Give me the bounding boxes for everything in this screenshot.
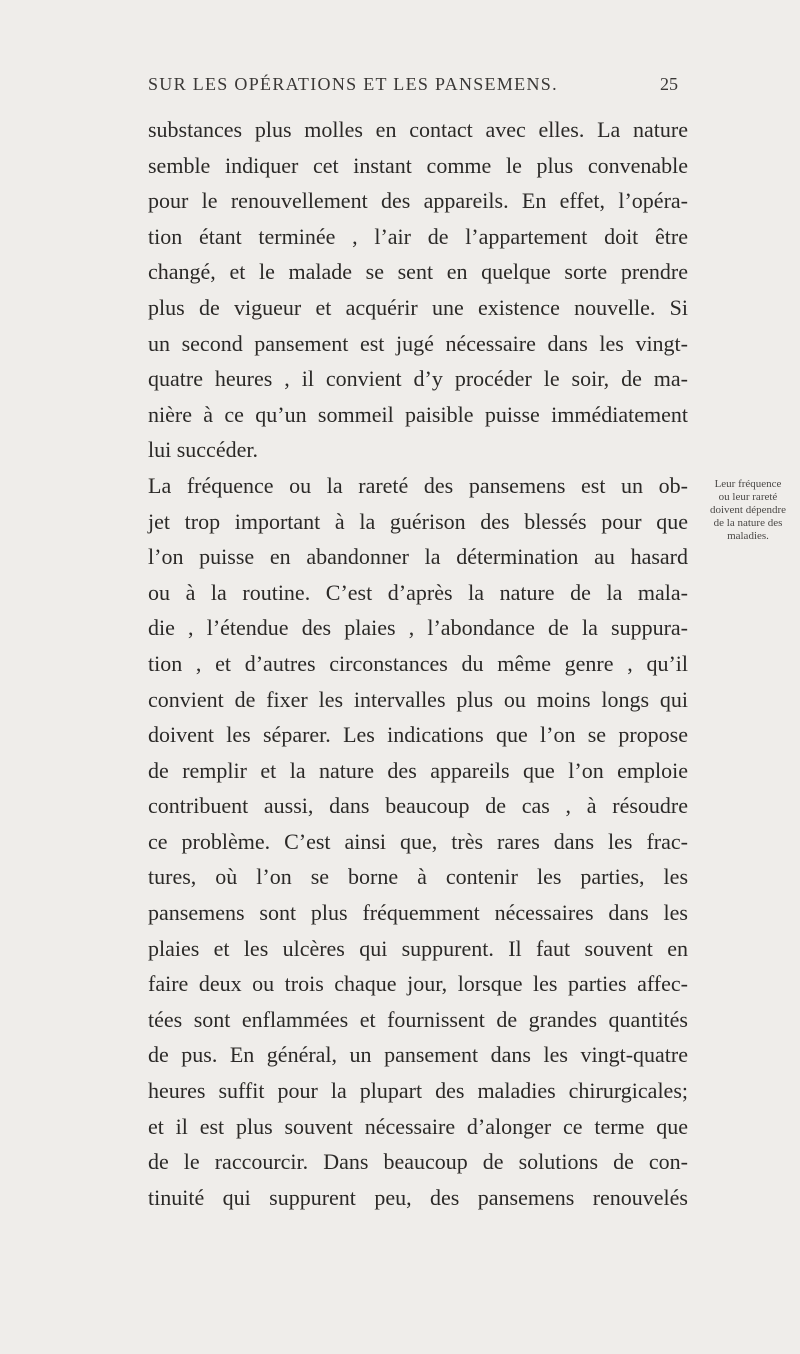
text-line: pansemens sont plus fréquemment nécessaires dans les (148, 900, 688, 926)
text-line: ou à la routine. C’est d’après la nature de la mala- (148, 579, 688, 605)
margin-note-line: maladies. (727, 530, 769, 542)
running-title: SUR LES OPÉRATIONS ET LES PANSEMENS. (148, 74, 558, 94)
text-line: changé, et le malade se sent en quelque sorte prendre (148, 259, 688, 285)
text-line: semble indiquer cet instant comme le plus convenable (148, 152, 688, 178)
text-line: die , l’étendue des plaies , l’abondance de la suppura- (148, 615, 688, 641)
text-line: tures, où l’on se borne à contenir les parties, les (148, 864, 688, 890)
paragraph-start-line: La fréquence ou la rareté des pansemens est un ob- (148, 472, 688, 498)
body-text (148, 112, 688, 1215)
text-line: pour le renouvellement des appareils. En effet, l’opéra- (148, 188, 688, 214)
text-line: nière à ce qu’un sommeil paisible puisse immédiatement (148, 401, 688, 427)
text-line: contribuent aussi, dans beaucoup de cas , à résoudre (148, 793, 688, 819)
margin-note-line: Leur fréquence (714, 478, 782, 490)
text-line: tion , et d’autres circonstances du même genre , qu’il (148, 650, 688, 676)
text-line: doivent les séparer. Les indications que l’on se propose (148, 722, 688, 748)
margin-note-line: ou leur rareté (718, 491, 778, 503)
text-line: plaies et les ulcères qui suppurent. Il faut souvent en (148, 935, 688, 961)
text-line: l’on puisse en abandonner la détermination au hasard (148, 544, 688, 570)
text-line: de le raccourcir. Dans beaucoup de solutions de con- (148, 1149, 688, 1175)
paragraph-end-line: lui succéder. (148, 437, 258, 463)
text-line: de pus. En général, un pansement dans les vingt-quatre (148, 1042, 688, 1068)
running-head (148, 74, 678, 104)
text-line: et il est plus souvent nécessaire d’alonger ce terme que (148, 1113, 688, 1139)
text-line: tion étant terminée , l’air de l’appartement doit être (148, 223, 688, 249)
text-line: faire deux ou trois chaque jour, lorsque les parties affec- (148, 971, 688, 997)
text-line: substances plus molles en contact avec elles. La nature (148, 117, 688, 142)
margin-note (700, 478, 796, 543)
text-line: jet trop important à la guérison des blessés pour que (148, 508, 688, 534)
text-line: quatre heures , il convient d’y procéder le soir, de ma- (148, 366, 688, 392)
text-line: tinuité qui suppurent peu, des pansemens renouvelés (148, 1184, 688, 1210)
text-line: un second pansement est jugé nécessaire dans les vingt- (148, 330, 688, 356)
margin-note-line: doivent dépendre (709, 504, 787, 516)
text-line: plus de vigueur et acquérir une existence nouvelle. Si (148, 294, 688, 320)
text-line: tées sont enflammées et fournissent de grandes quantités (148, 1006, 688, 1032)
margin-note-line: de la nature des (713, 517, 783, 529)
text-line: convient de fixer les intervalles plus ou moins longs qui (148, 686, 688, 712)
page-number: 25 (660, 74, 678, 94)
text-line: de remplir et la nature des appareils que l’on emploie (148, 757, 688, 783)
text-line: ce problème. C’est ainsi que, très rares dans les frac- (148, 828, 688, 854)
text-line: heures suffit pour la plupart des maladies chirurgicales; (148, 1078, 688, 1104)
